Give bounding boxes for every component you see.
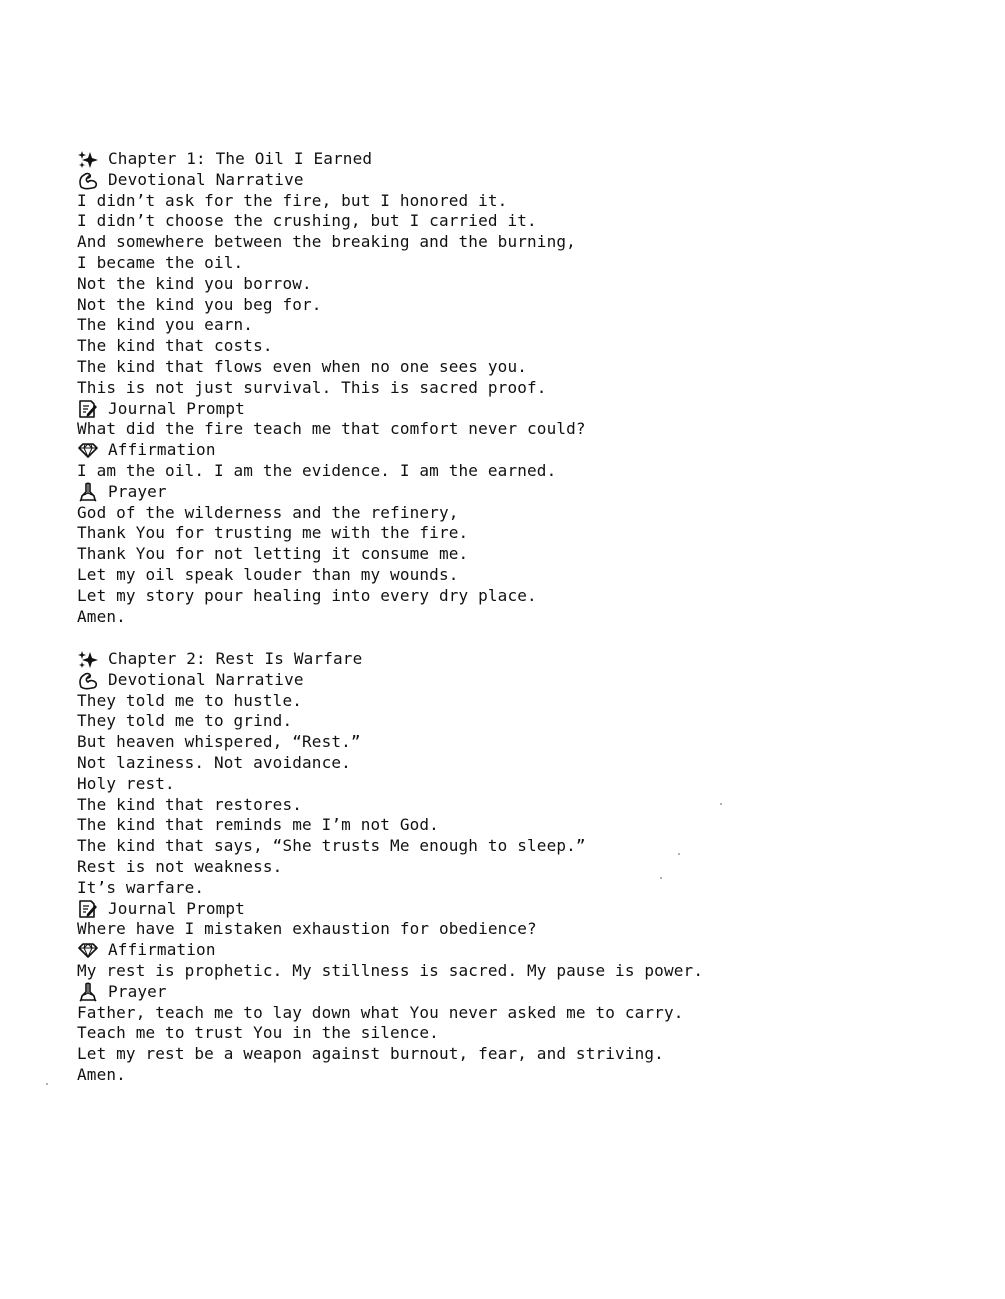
gem-icon xyxy=(77,440,99,460)
narrative-line: Not the kind you borrow. xyxy=(77,273,312,293)
narrative-heading: Devotional Narrative xyxy=(77,170,957,191)
narrative-line: They told me to hustle. xyxy=(77,690,303,710)
prayer-line: Amen. xyxy=(77,1064,126,1084)
affirmation-text: I am the oil. I am the evidence. I am the earned. xyxy=(77,460,557,480)
narrative-heading: Devotional Narrative xyxy=(77,670,957,691)
narrative-line: The kind that flows even when no one sees you. xyxy=(77,356,528,376)
chapter-title: Chapter 1: The Oil I Earned xyxy=(77,149,957,170)
journal-heading: Journal Prompt xyxy=(77,899,957,920)
narrative-line: Rest is not weakness. xyxy=(77,856,283,876)
narrative-line: Not laziness. Not avoidance. xyxy=(77,752,351,772)
prayer-heading: Prayer xyxy=(77,482,957,503)
narrative-line: Holy rest. xyxy=(77,773,175,793)
journal-prompt-text: What did the fire teach me that comfort never could? xyxy=(77,419,586,439)
narrative-line: I became the oil. xyxy=(77,252,244,272)
narrative-line: They told me to grind. xyxy=(77,711,293,731)
journal-prompt-text: Where have I mistaken exhaustion for obedience? xyxy=(77,919,537,939)
journal-heading: Journal Prompt xyxy=(77,399,957,420)
narrative-line: I didn’t ask for the fire, but I honored it. xyxy=(77,190,508,210)
memo-pencil-icon xyxy=(77,399,99,419)
prayer-line: Thank You for not letting it consume me. xyxy=(77,544,469,564)
narrative-line: Not the kind you beg for. xyxy=(77,294,322,314)
narrative-line: The kind that costs. xyxy=(77,336,273,356)
chapter-1 xyxy=(77,149,957,627)
gem-icon xyxy=(77,940,99,960)
memo-pencil-icon xyxy=(77,899,99,919)
prayer-line: Thank You for trusting me with the fire. xyxy=(77,523,469,543)
scan-speck xyxy=(720,803,722,805)
narrative-line: The kind that reminds me I’m not God. xyxy=(77,815,439,835)
prayer-line: Amen. xyxy=(77,606,126,626)
praying-hands-icon xyxy=(77,482,99,502)
prayer-line: Let my oil speak louder than my wounds. xyxy=(77,564,459,584)
affirmation-heading: Affirmation xyxy=(77,940,957,961)
flexed-arm-icon xyxy=(77,170,99,190)
sparkles-icon xyxy=(77,149,99,169)
narrative-line: It’s warfare. xyxy=(77,877,205,897)
chapter-title: Chapter 2: Rest Is Warfare xyxy=(77,649,957,670)
affirmation-text: My rest is prophetic. My stillness is sacred. My pause is power. xyxy=(77,960,704,980)
scan-speck xyxy=(46,1083,48,1085)
prayer-line: Let my story pour healing into every dry place. xyxy=(77,585,537,605)
prayer-line: God of the wilderness and the refinery, xyxy=(77,502,459,522)
flexed-arm-icon xyxy=(77,670,99,690)
chapter-2 xyxy=(77,649,957,1086)
prayer-line: Let my rest be a weapon against burnout, fear, and striving. xyxy=(77,1044,664,1064)
prayer-line: Teach me to trust You in the silence. xyxy=(77,1023,439,1043)
prayer-heading: Prayer xyxy=(77,982,957,1003)
praying-hands-icon xyxy=(77,982,99,1002)
narrative-line: The kind that restores. xyxy=(77,794,303,814)
narrative-line: And somewhere between the breaking and the burning, xyxy=(77,232,576,252)
scan-speck xyxy=(678,853,680,855)
narrative-line: The kind that says, “She trusts Me enough to sleep.” xyxy=(77,836,586,856)
narrative-line: I didn’t choose the crushing, but I carried it. xyxy=(77,211,537,231)
affirmation-heading: Affirmation xyxy=(77,440,957,461)
narrative-line: But heaven whispered, “Rest.” xyxy=(77,732,361,752)
narrative-line: The kind you earn. xyxy=(77,315,254,335)
prayer-line: Father, teach me to lay down what You never asked me to carry. xyxy=(77,1002,684,1022)
narrative-line: This is not just survival. This is sacred proof. xyxy=(77,377,547,397)
scan-speck xyxy=(660,877,662,879)
sparkles-icon xyxy=(77,649,99,669)
